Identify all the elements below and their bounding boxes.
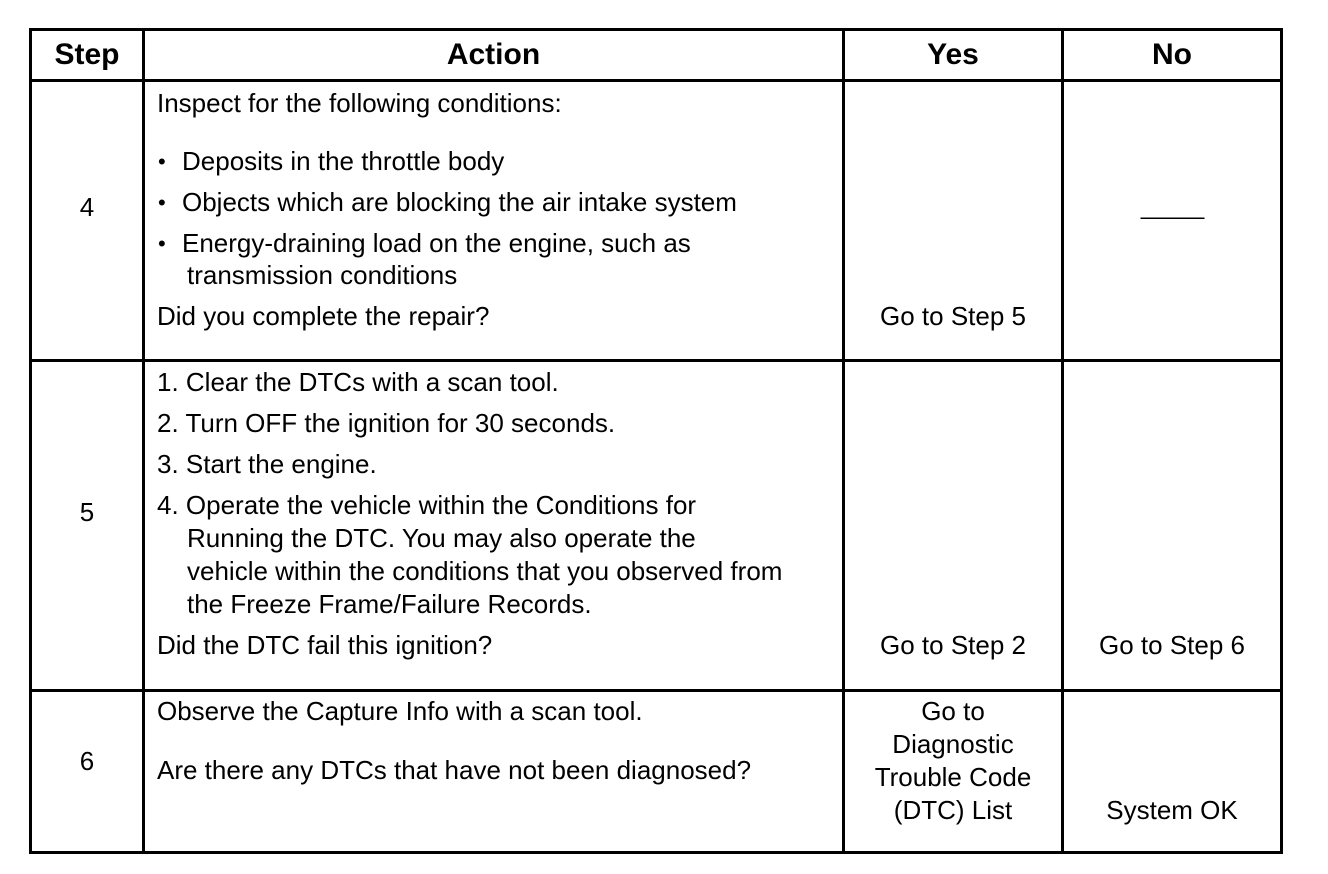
yes-cell [845,362,1064,689]
no-cell [1064,692,1280,851]
step-number: 5 [79,497,95,527]
yes-cell [845,82,1064,359]
yes-result: Go to Step 2 [880,630,1026,660]
no-result-empty: ——— [1140,204,1204,229]
step-number: 6 [79,746,95,776]
no-result: System OK [1106,795,1238,825]
step-number: 4 [79,192,95,222]
action-cell [145,82,845,359]
header-step: Step [32,31,145,79]
yes-cell [845,692,1064,851]
diagnostic-table [29,28,1283,854]
bullet-item: Objects which are blocking the air intake system [182,187,737,217]
bullet-dot: • [158,231,166,256]
action-step-item-continuation: Running the DTC. You may also operate the [187,523,696,553]
action-step-item: 2. Turn OFF the ignition for 30 seconds. [157,408,616,438]
yes-result-line: Go to [921,696,985,726]
action-question: Did you complete the repair? [157,301,490,331]
table-row-step-6 [32,692,1280,851]
action-step-item-continuation: vehicle within the conditions that you observed from [187,556,783,586]
action-cell [145,362,845,689]
step-number-cell [32,692,145,851]
action-intro: Observe the Capture Info with a scan tool. [157,696,643,726]
step-number-cell [32,362,145,689]
bullet-item-continuation: transmission conditions [187,260,458,290]
bullet-dot: • [158,149,166,174]
action-step-item-continuation: the Freeze Frame/Failure Records. [187,589,592,619]
yes-result-line: (DTC) List [893,795,1013,825]
action-question: Did the DTC fail this ignition? [157,630,493,660]
table-header-row [32,31,1280,82]
header-action: Action [145,31,845,79]
action-step-item: 3. Start the engine. [157,449,377,479]
step-number-cell [32,82,145,359]
bullet-item: Energy-draining load on the engine, such as [182,228,691,258]
table-row-step-4 [32,82,1280,362]
bullet-dot: • [158,190,166,215]
header-no: No [1152,38,1192,71]
no-cell [1064,362,1280,689]
action-cell [145,692,845,851]
action-step-item: 4. Operate the vehicle within the Conditions for [157,490,697,520]
no-cell [1064,82,1280,359]
bullet-item: Deposits in the throttle body [182,146,505,176]
action-intro: Inspect for the following conditions: [157,88,562,118]
action-question: Are there any DTCs that have not been diagnosed? [157,755,752,785]
no-result: Go to Step 6 [1099,630,1245,660]
action-step-item: 1. Clear the DTCs with a scan tool. [157,367,559,397]
yes-result-line: Trouble Code [874,762,1032,792]
yes-result: Go to Step 5 [880,301,1026,331]
table-row-step-5 [32,362,1280,692]
header-yes: Yes [845,31,1064,79]
yes-result-line: Diagnostic [892,729,1014,759]
